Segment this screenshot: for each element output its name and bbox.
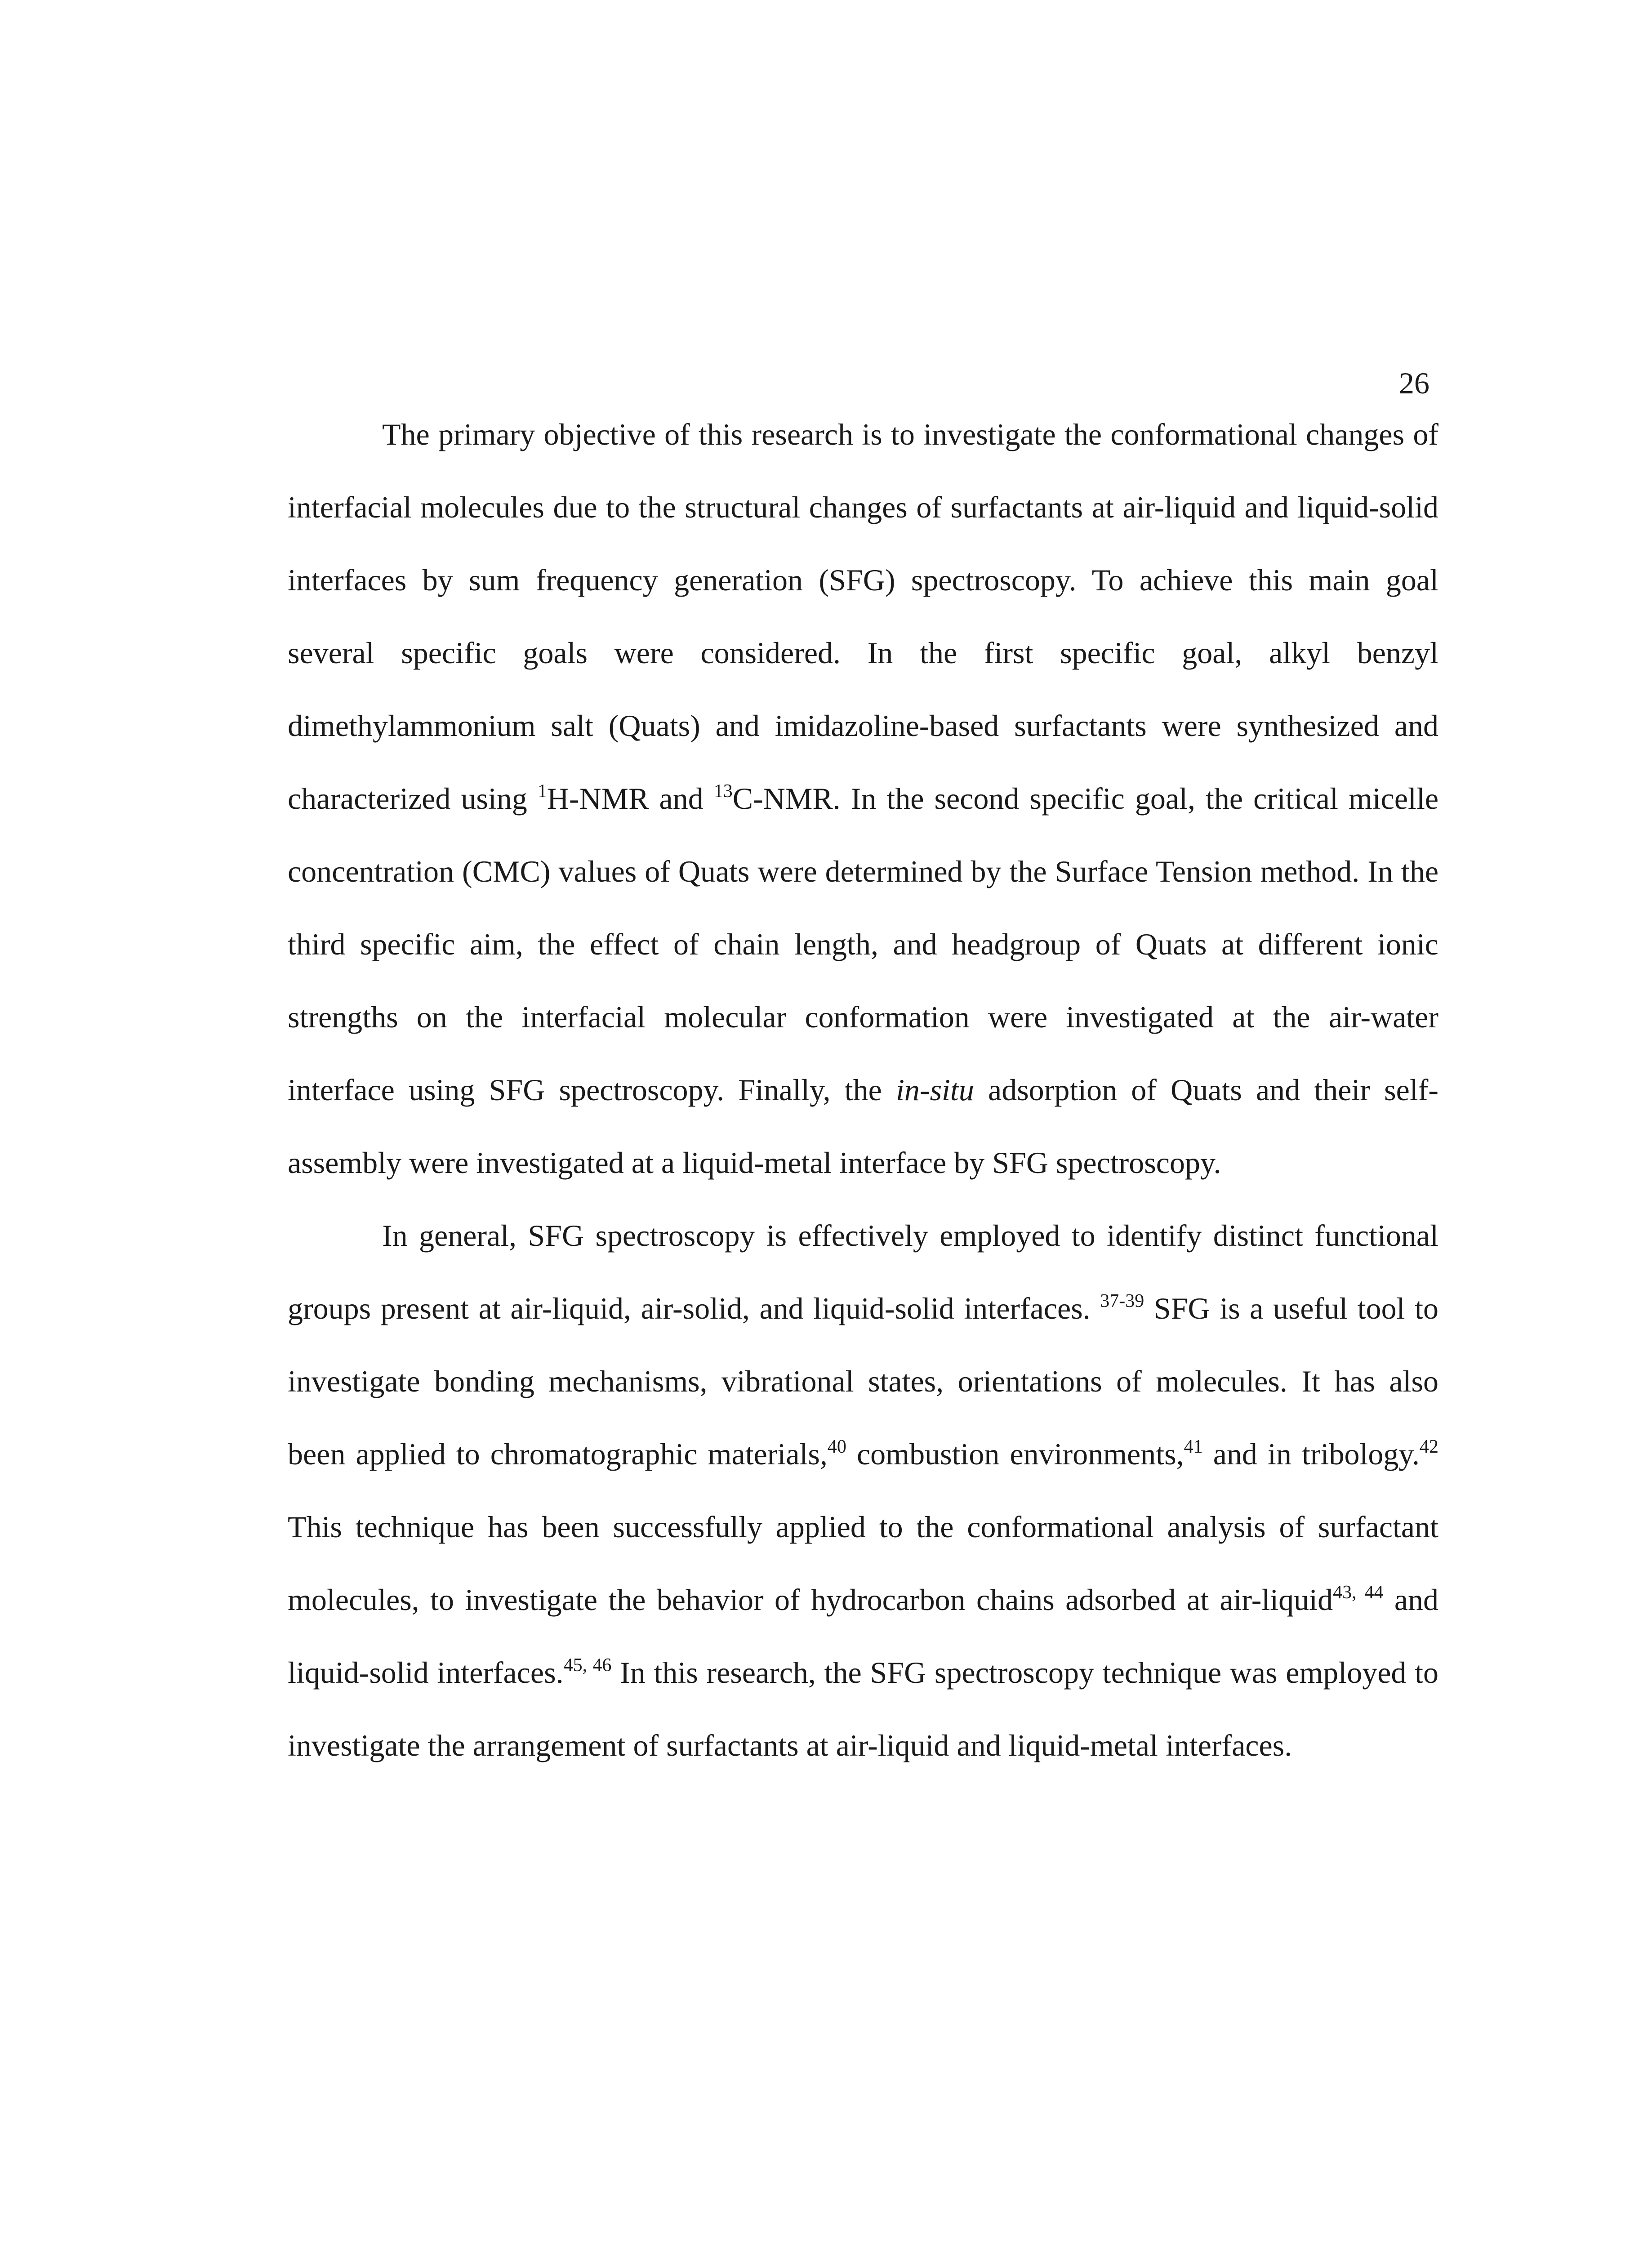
text-run: combustion environments, <box>846 1437 1184 1471</box>
citation-superscript: 37-39 <box>1100 1291 1144 1311</box>
body-text <box>288 398 1438 1782</box>
citation-superscript: 41 <box>1184 1436 1203 1457</box>
text-run: The primary objective of this research is to investigate the conformational changes of interfacial molecules due to the structural changes of surfactants at air-liquid and liquid-solid interfaces by sum frequency generation (SFG) spectroscopy. To achieve this main goal several specific goals were considered. In the first specific goal, alkyl benzyl dimethylammonium salt (Quats) and imidazoline-based surfactants were synthesized and characterized using <box>288 417 1438 816</box>
paragraph-sfg-overview <box>288 1199 1438 1782</box>
text-run: SFG is a useful tool to investigate bonding mechanisms, vibrational states, orientations of molecules. It has also been applied to chromatographic materials, <box>288 1291 1439 1471</box>
citation-superscript: 45, 46 <box>563 1655 612 1676</box>
text-run: This technique has been successfully applied to the conformational analysis of surfactant molecules, to investigate the behavior of hydrocarbon chains adsorbed at air-liquid <box>288 1510 1438 1617</box>
text-run: adsorption of Quats and their self-assembly were investigated at a liquid-metal interface by SFG spectroscopy. <box>288 1073 1439 1180</box>
paragraph-objective <box>288 398 1438 1199</box>
superscript: 1 <box>537 781 547 802</box>
text-run: In this research, the SFG spectroscopy technique was employed to investigate the arrangement of surfactants at air-liquid and liquid-metal interfaces. <box>288 1655 1439 1762</box>
page-number: 26 <box>1399 366 1429 400</box>
citation-superscript: 42 <box>1420 1436 1438 1457</box>
italic-term: in-situ <box>896 1073 974 1107</box>
text-run: In general, SFG spectroscopy is effectively employed to identify distinct functional groups present at air-liquid, air-solid, and liquid-solid interfaces. <box>288 1218 1438 1325</box>
text-run: C-NMR. In the second specific goal, the critical micelle concentration (CMC) values of Quats were determined by the Surface Tension method. In the third specific aim, the effect of chain length, and headgroup of Quats at different ionic strengths on the interfacial molecular conformation were investigated at the air-water interface using SFG spectroscopy. Finally, the <box>288 781 1439 1107</box>
superscript: 13 <box>713 781 733 802</box>
text-run: and in tribology. <box>1202 1437 1420 1471</box>
text-run: and liquid-solid interfaces. <box>288 1583 1439 1690</box>
citation-superscript: 43, 44 <box>1333 1582 1384 1603</box>
text-run: H-NMR and <box>547 781 714 816</box>
citation-superscript: 40 <box>827 1436 846 1457</box>
